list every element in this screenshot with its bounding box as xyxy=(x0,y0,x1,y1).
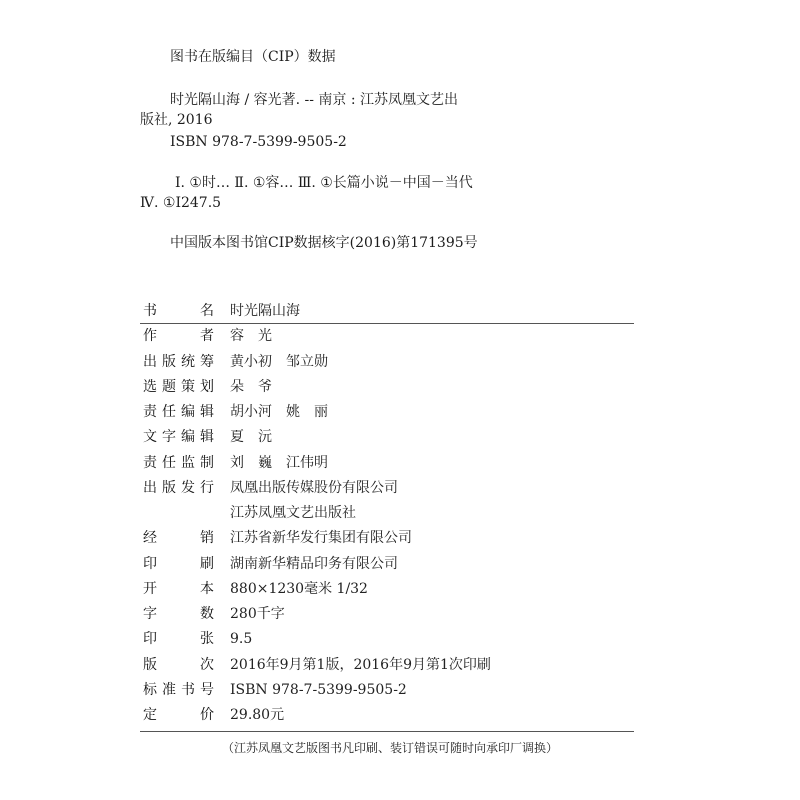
label-printer: 印 刷 xyxy=(143,555,219,572)
value-publisher: 凤凰出版传媒股份有限公司 xyxy=(230,479,398,496)
label-publisher: 出版发行 xyxy=(143,479,219,496)
colophon-row-production-supervisor xyxy=(140,451,634,476)
label-book-title: 书 名 xyxy=(143,303,219,319)
cip-record-number: 中国版本图书馆CIP数据核字(2016)第171395号 xyxy=(170,235,478,251)
label-isbn: 标准书号 xyxy=(143,681,219,698)
footer-note: （江苏凤凰文艺版图书凡印刷、装订错误可随时向承印厂调换） xyxy=(221,741,558,755)
cip-classification: Ⅰ. ①时… Ⅱ. ①容… Ⅲ. ①长篇小说－中国－当代 xyxy=(175,175,473,191)
cip-title-line: 时光隔山海 / 容光著. -- 南京 : 江苏凤凰文艺出 xyxy=(170,92,459,108)
value-publisher-continued: 江苏凤凰文艺出版社 xyxy=(230,505,356,521)
label-word-count: 字 数 xyxy=(143,606,219,622)
colophon-row-author xyxy=(140,324,634,349)
colophon-row-isbn xyxy=(140,678,634,703)
label-price: 定 价 xyxy=(143,707,219,723)
colophon-row-topic-planner xyxy=(140,375,634,400)
value-text-editor: 夏 沅 xyxy=(230,429,272,446)
colophon-row-format xyxy=(140,577,634,602)
cip-title-line-continued: 版社, 2016 xyxy=(140,112,213,128)
colophon-row-price xyxy=(140,703,634,728)
colophon-row-edition xyxy=(140,653,634,678)
value-price: 29.80元 xyxy=(230,707,285,723)
value-author: 容 光 xyxy=(230,328,272,345)
colophon-row-distributor xyxy=(140,526,634,551)
label-author: 作 者 xyxy=(143,328,219,345)
colophon-table xyxy=(140,299,634,728)
value-printer: 湖南新华精品印务有限公司 xyxy=(230,555,398,572)
value-isbn: ISBN 978-7-5399-9505-2 xyxy=(230,681,407,698)
value-book-title: 时光隔山海 xyxy=(230,303,300,319)
colophon-row-editor-in-charge xyxy=(140,400,634,425)
cip-classification-continued: Ⅳ. ①I247.5 xyxy=(140,195,222,211)
colophon-row-printed-sheets xyxy=(140,627,634,652)
bottom-divider xyxy=(140,731,634,732)
label-topic-planner: 选题策划 xyxy=(143,378,219,395)
value-publishing-coordinator: 黄小初 邹立勋 xyxy=(230,353,328,370)
label-editor-in-charge: 责任编辑 xyxy=(143,404,219,420)
label-publishing-coordinator: 出版统筹 xyxy=(143,353,219,370)
colophon-row-publishing-coordinator xyxy=(140,350,634,375)
label-edition: 版 次 xyxy=(143,656,219,673)
colophon-row-publisher xyxy=(140,476,634,501)
label-production-supervisor: 责任监制 xyxy=(143,454,219,471)
value-edition: 2016年9月第1版，2016年9月第1次印刷 xyxy=(230,656,491,673)
colophon-row-book-title xyxy=(140,299,634,324)
colophon-row-publisher-continued xyxy=(140,501,634,526)
value-format: 880×1230毫米 1/32 xyxy=(230,580,368,597)
value-printed-sheets: 9.5 xyxy=(230,631,253,648)
colophon-row-text-editor xyxy=(140,425,634,450)
label-format: 开 本 xyxy=(143,580,219,597)
value-distributor: 江苏省新华发行集团有限公司 xyxy=(230,530,412,547)
label-text-editor: 文字编辑 xyxy=(143,429,219,446)
label-distributor: 经 销 xyxy=(143,530,219,547)
colophon-row-word-count xyxy=(140,602,634,627)
value-editor-in-charge: 胡小河 姚 丽 xyxy=(230,404,328,420)
value-word-count: 280千字 xyxy=(230,606,285,622)
cip-isbn: ISBN 978-7-5399-9505-2 xyxy=(170,134,347,150)
colophon-row-printer xyxy=(140,552,634,577)
value-production-supervisor: 刘 巍 江伟明 xyxy=(230,454,328,471)
cip-heading: 图书在版编目（CIP）数据 xyxy=(170,49,336,65)
value-topic-planner: 朵 爷 xyxy=(230,378,272,395)
label-printed-sheets: 印 张 xyxy=(143,631,219,648)
